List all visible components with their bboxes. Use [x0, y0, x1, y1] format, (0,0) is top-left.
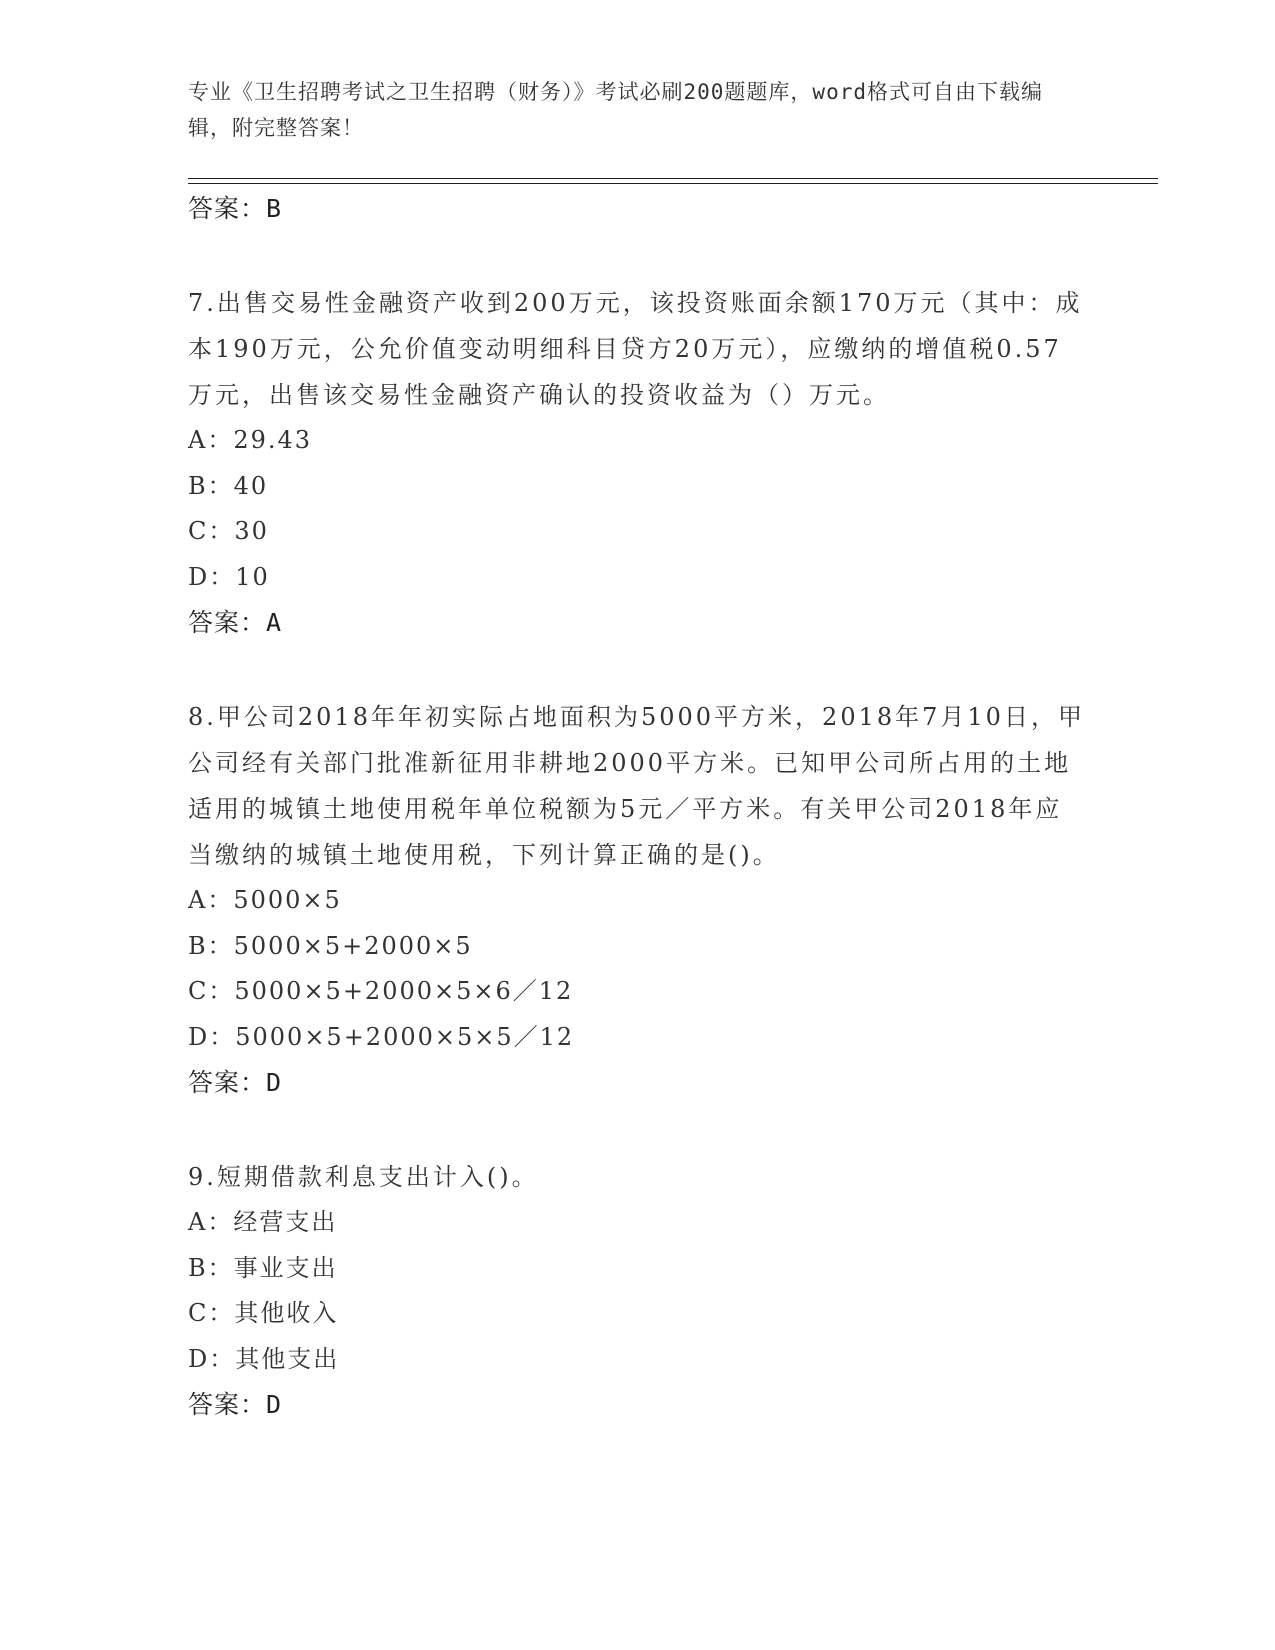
option-c: C：其他收入: [188, 1299, 339, 1327]
question-stem: 7.出售交易性金融资产收到200万元，该投资账面余额170万元（其中：成本190万元，公允价值变动明细科目贷方20万元），应缴纳的增值税0.57万元，出售该交易性金融资产确认的投资收益为（）万元。: [188, 289, 1083, 409]
page-header: 专业《卫生招聘考试之卫生招聘（财务）》考试必刷200题题库，word格式可自由下载编辑，附完整答案！: [188, 80, 1043, 140]
option-b: B：5000×5+2000×5: [188, 931, 473, 960]
option-d: D：其他支出: [188, 1344, 340, 1373]
option-b: B：事业支出: [188, 1253, 338, 1282]
option-d: D：10: [188, 562, 270, 591]
question-stem: 9.短期借款利息支出计入()。: [188, 1163, 539, 1191]
option-c: C：30: [188, 517, 269, 545]
option-d: D：5000×5+2000×5×5／12: [188, 1022, 575, 1051]
question-9: [188, 1154, 1088, 1428]
option-a: A：5000×5: [188, 886, 342, 914]
question-answer: 答案：D: [188, 1068, 283, 1097]
document-body: [188, 186, 1088, 1428]
previous-answer: 答案：B: [188, 194, 283, 223]
question-answer: 答案：A: [188, 608, 283, 637]
option-a: A：29.43: [188, 426, 313, 454]
question-7: [188, 280, 1088, 646]
option-c: C：5000×5+2000×5×6／12: [188, 977, 574, 1005]
question-stem: 8.甲公司2018年年初实际占地面积为5000平方米，2018年7月10日，甲公司经有关部门批准新征用非耕地2000平方米。已知甲公司所占用的土地适用的城镇土地使用税年单位税额为5元／平方米。有关甲公司2018年应当缴纳的城镇土地使用税，下列计算正确的是()。: [188, 703, 1085, 869]
header-rule-top: [188, 178, 1158, 179]
header-rule-bottom: [188, 183, 1158, 184]
option-b: B：40: [188, 471, 269, 500]
question-answer: 答案：D: [188, 1390, 283, 1419]
option-a: A：经营支出: [188, 1208, 338, 1236]
question-8: [188, 694, 1088, 1106]
